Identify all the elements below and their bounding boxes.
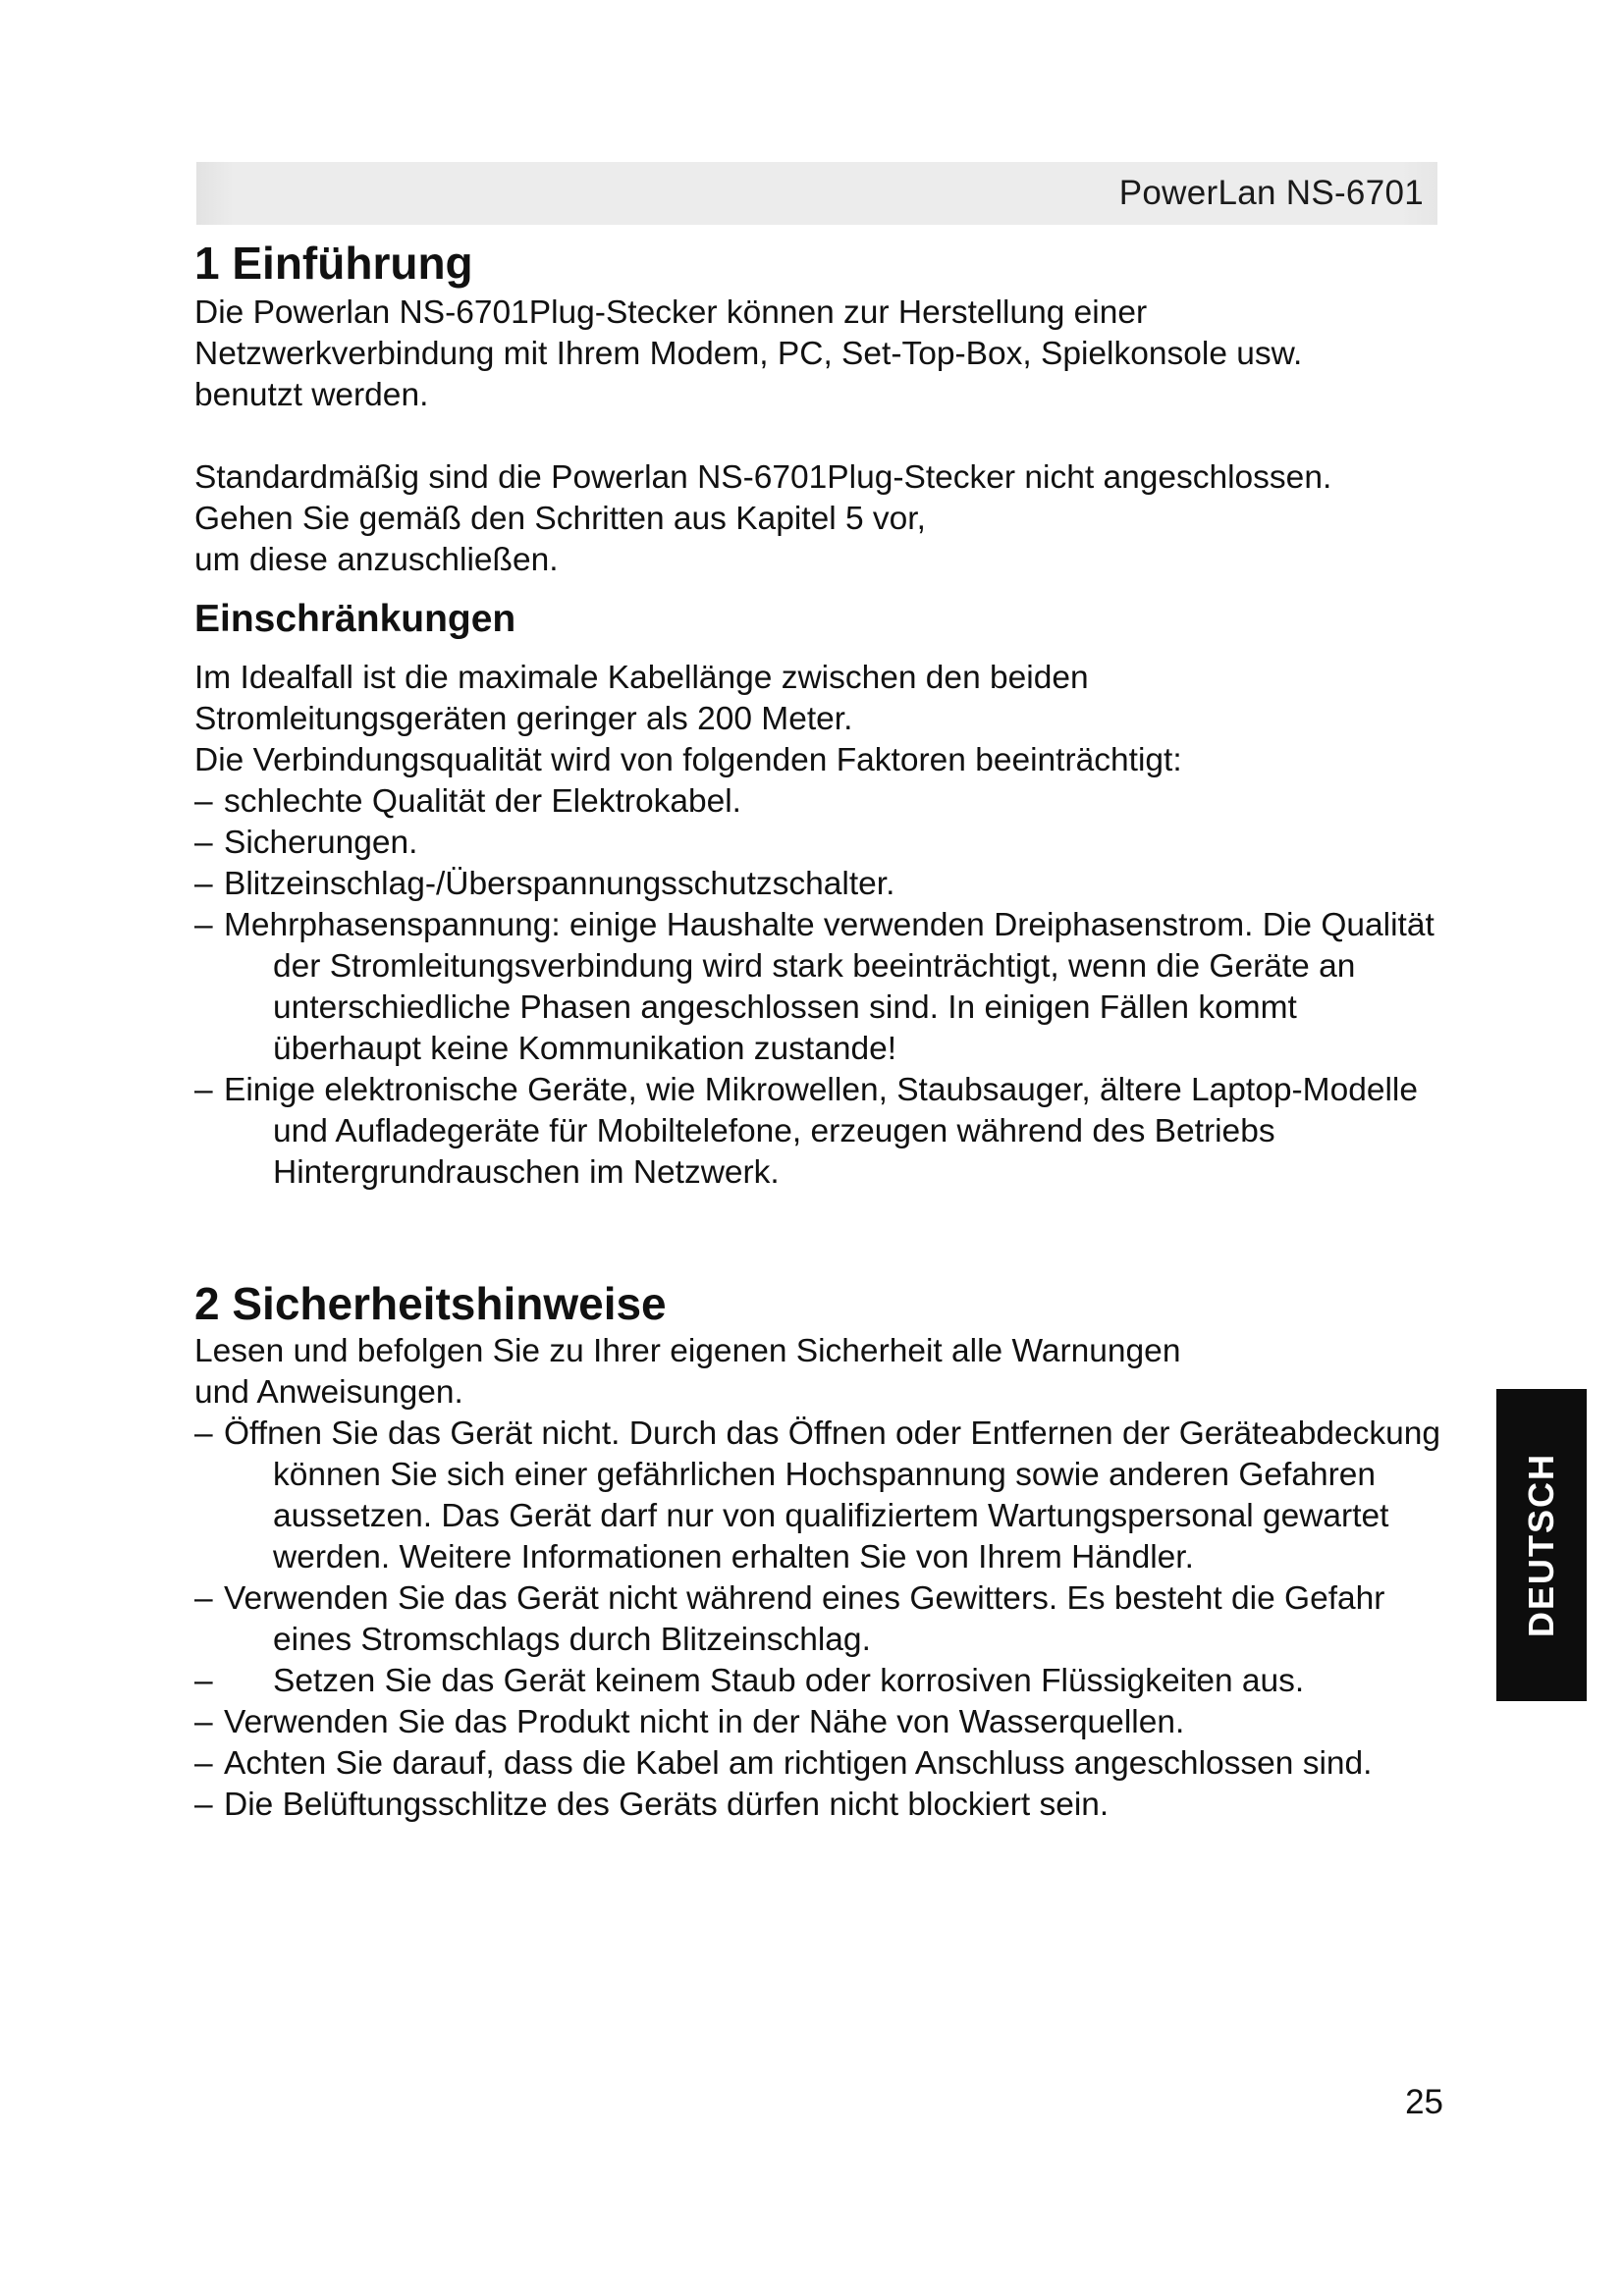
document-title: PowerLan NS-6701	[1118, 174, 1424, 212]
list-item: – Die Belüftungsschlitze des Geräts dürfen nicht blockiert sein.	[194, 1785, 1451, 1826]
page-content	[194, 236, 1451, 1826]
list-dash: –	[194, 907, 213, 943]
language-label: DEUTSCH	[1521, 1452, 1561, 1638]
header-bar	[196, 162, 1437, 225]
list-item: – Sicherungen.	[194, 823, 1451, 864]
safety-intro-paragraph: Lesen und befolgen Sie zu Ihrer eigenen Sicherheit alle Warnungen und Anweisungen.	[194, 1333, 1181, 1411]
list-item: – Mehrphasenspannung: einige Haushalte verwenden Dreiphasenstrom. Die Qualität der Stromleitungsverbindung wird stark beeinträchtigt, wenn die Geräte an unterschiedliche Phasen angeschlossen sind. In einigen Fällen kommt überhaupt keine Kommunikation zustande!	[194, 907, 1435, 1067]
restrictions-heading: Einschränkungen	[194, 598, 516, 640]
list-item: – Verwenden Sie das Produkt nicht in der Nähe von Wasserquellen.	[194, 1702, 1451, 1743]
safety-list	[194, 1414, 1451, 1826]
language-side-tab	[1496, 1389, 1587, 1701]
page-number: 25	[1405, 2083, 1443, 2121]
list-dash: –	[194, 1072, 213, 1108]
intro-paragraph-2: Standardmäßig sind die Powerlan NS-6701Plug-Stecker nicht angeschlossen. Gehen Sie gemäß den Schritten aus Kapitel 5 vor, um diese anzuschließen.	[194, 459, 1332, 578]
restrictions-list	[194, 781, 1451, 1194]
intro-paragraph-1: Die Powerlan NS-6701Plug-Stecker können zur Herstellung einer Netzwerkverbindung mit Ihrem Modem, PC, Set-Top-Box, Spielkonsole usw. benutzt werden.	[194, 294, 1303, 413]
list-item: – Blitzeinschlag-/Überspannungsschutzschalter.	[194, 864, 1451, 905]
list-dash: –	[194, 866, 213, 902]
list-dash: –	[194, 1787, 213, 1823]
restrictions-paragraph: Im Idealfall ist die maximale Kabellänge zwischen den beiden Stromleitungsgeräten geringer als 200 Meter. Die Verbindungsqualität wird von folgenden Faktoren beeinträchtigt:	[194, 660, 1182, 778]
list-dash: –	[194, 1415, 213, 1452]
list-dash: –	[194, 1580, 213, 1617]
list-dash: –	[194, 783, 213, 820]
list-item: – Achten Sie darauf, dass die Kabel am richtigen Anschluss angeschlossen sind.	[194, 1743, 1451, 1785]
list-item: – Öffnen Sie das Gerät nicht. Durch das Öffnen oder Entfernen der Geräteabdeckung können Sie sich einer gefährlichen Hochspannung sowie anderen Gefahren aussetzen. Das Gerät darf nur von qualifiziertem Wartungspersonal gewartet werden. Weitere Informationen erhalten Sie von Ihrem Händler.	[194, 1415, 1441, 1575]
list-dash: –	[194, 1745, 213, 1782]
list-dash: –	[194, 825, 213, 861]
list-dash: –	[194, 1663, 213, 1699]
section-1-heading: 1 Einführung	[194, 238, 473, 289]
list-item: – Einige elektronische Geräte, wie Mikrowellen, Staubsauger, ältere Laptop-Modelle und Aufladegeräte für Mobiltelefone, erzeugen während des Betriebs Hintergrundrauschen im Netzwerk.	[194, 1072, 1418, 1191]
list-item: – Verwenden Sie das Gerät nicht während eines Gewitters. Es besteht die Gefahr eines Stromschlags durch Blitzeinschlag.	[194, 1580, 1385, 1658]
list-item: – schlechte Qualität der Elektrokabel.	[194, 781, 1451, 823]
section-2-heading: 2 Sicherheitshinweise	[194, 1278, 667, 1329]
list-dash: –	[194, 1704, 213, 1740]
list-item: – Setzen Sie das Gerät keinem Staub oder korrosiven Flüssigkeiten aus.	[194, 1661, 1451, 1702]
